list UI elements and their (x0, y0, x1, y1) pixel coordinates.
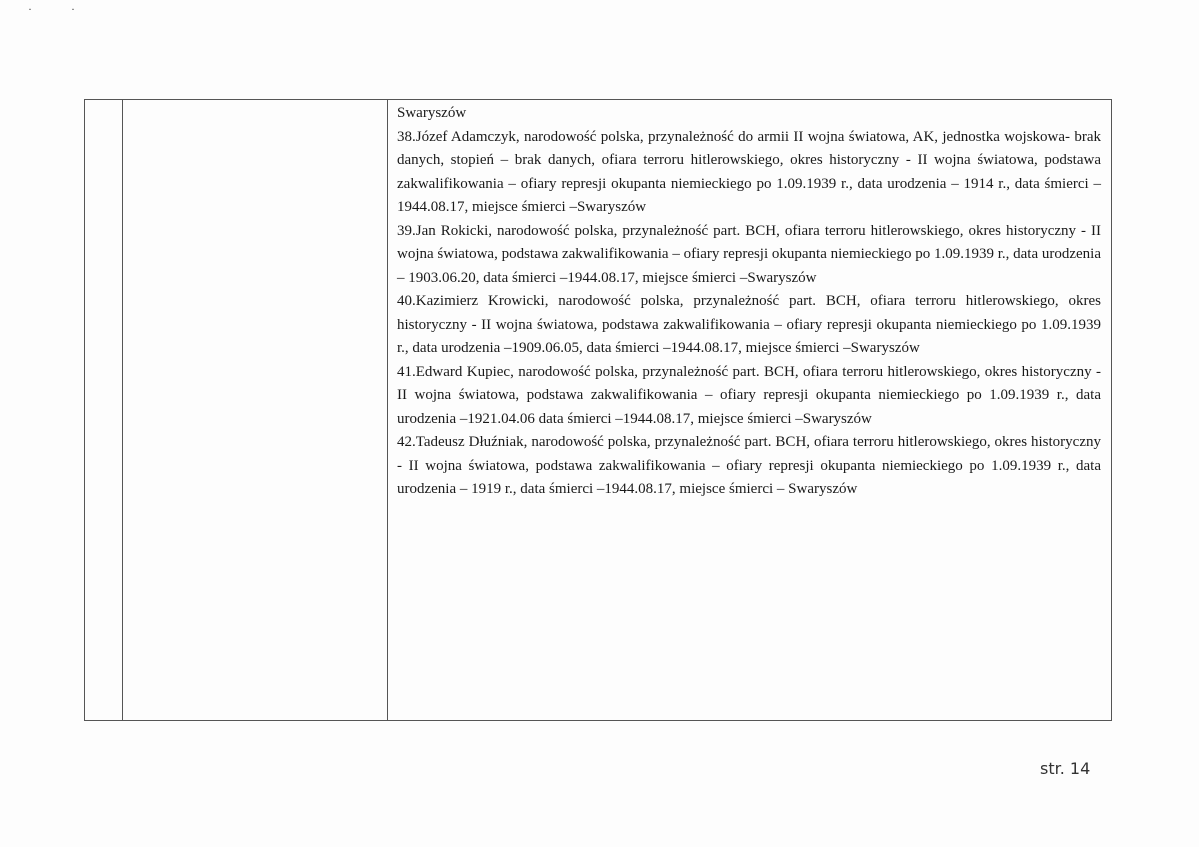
entry-40: 40.Kazimierz Krowicki, narodowość polska, przynależność part. BCH, ofiara terroru hitlerowskiego, okres historyczny - II wojna światowa, podstawa zakwalifikowania – ofiary represji okupanta niemieckiego po 1.09.1939 r., data urodzenia –1909.06.05, data śmierci –1944.08.17, miejsce śmierci –Swaryszów (397, 293, 1101, 356)
entry-42: 42.Tadeusz Dłuźniak, narodowość polska, przynależność part. BCH, ofiara terroru hitlerowskiego, okres historyczny - II wojna światowa, podstawa zakwalifikowania – ofiary represji okupanta niemieckiego po 1.09.1939 r., data urodzenia – 1919 r., data śmierci –1944.08.17, miejsce śmierci – Swaryszów (397, 434, 1101, 497)
entry-continuation: Swaryszów (397, 105, 467, 121)
entry-39: 39.Jan Rokicki, narodowość polska, przynależność part. BCH, ofiara terroru hitlerowskiego, okres historyczny - II wojna światowa, podstawa zakwalifikowania – ofiary represji okupanta niemieckiego po 1.09.1939 r., data urodzenia – 1903.06.20, data śmierci –1944.08.17, miejsce śmierci –Swaryszów (397, 222, 1101, 286)
table-column-number (85, 100, 123, 720)
page-number: str. 14 (1040, 759, 1091, 778)
table-column-location (123, 100, 388, 720)
table-column-entries (388, 100, 1111, 720)
entry-41: 41.Edward Kupiec, narodowość polska, przynależność part. BCH, ofiara terroru hitlerowskiego, okres historyczny - II wojna światowa, podstawa zakwalifikowania – ofiary represji okupanta niemieckiego po 1.09.1939 r., data urodzenia –1921.04.06 data śmierci –1944.08.17, miejsce śmierci –Swaryszów (397, 363, 1101, 427)
scan-artifact: · · (28, 2, 93, 16)
victims-table (84, 99, 1112, 721)
entry-38: 38.Józef Adamczyk, narodowość polska, przynależność do armii II wojna światowa, AK, jednostka wojskowa- brak danych, stopień – brak danych, ofiara terroru hitlerowskiego, okres historyczny - II wojna światowa, podstawa zakwalifikowania – ofiary represji okupanta niemieckiego po 1.09.1939 r., data urodzenia – 1914 r., data śmierci –1944.08.17, miejsce śmierci –Swaryszów (397, 128, 1101, 215)
